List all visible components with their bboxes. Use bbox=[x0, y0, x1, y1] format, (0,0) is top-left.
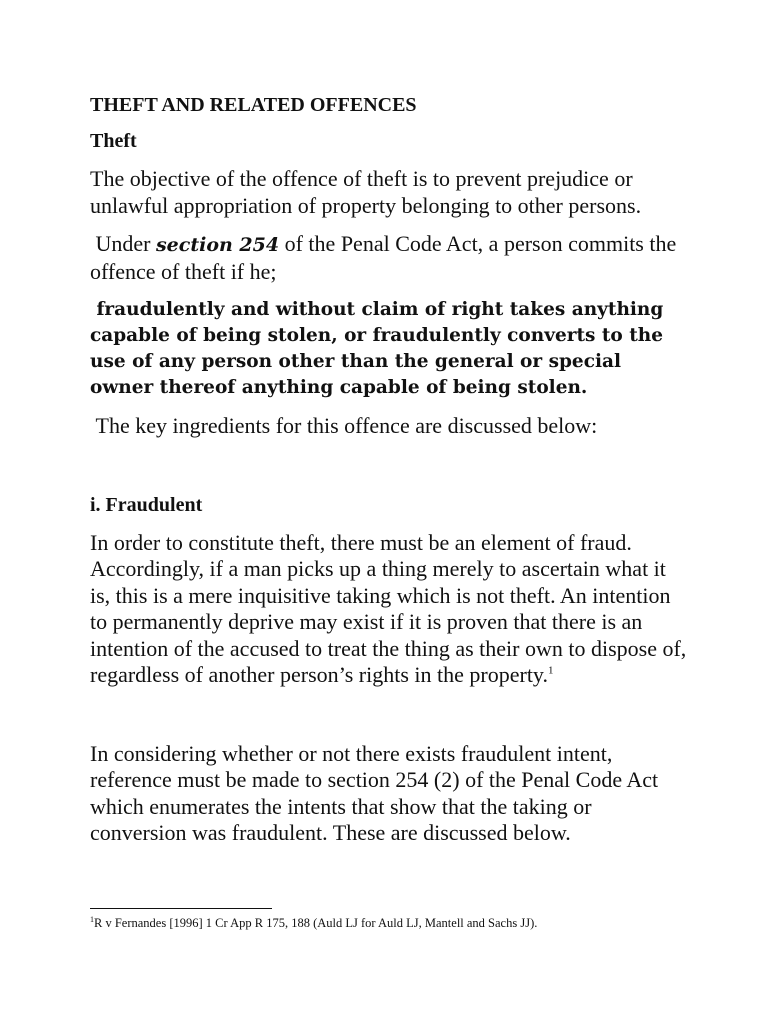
footnote bbox=[90, 915, 730, 931]
footnote-number: 1 bbox=[90, 914, 94, 924]
section-heading-theft: Theft bbox=[90, 130, 137, 152]
statute-text: fraudulently and without claim of right takes anything capable of being stolen, or fraudulently converts to the use of any person other than the general or special owner thereof anything capable of being stolen. bbox=[90, 299, 664, 398]
under-section-paragraph bbox=[90, 231, 690, 285]
document-body bbox=[90, 92, 690, 847]
intro-paragraph: The objective of the offence of theft is to prevent prejudice or unlawful appropriation of property belonging to other persons. bbox=[90, 166, 642, 218]
key-ingredients-paragraph bbox=[90, 413, 690, 440]
section-reference: section 254 bbox=[155, 234, 280, 256]
section-heading-fraudulent: i. Fraudulent bbox=[90, 493, 203, 516]
statute-quote bbox=[90, 297, 690, 401]
fraud-paragraph bbox=[90, 530, 690, 689]
fraud-paragraph-text: In order to constitute theft, there must be an element of fraud. Accordingly, if a man picks up a thing merely to ascertain what it is, this is a mere inquisitive taking which is not theft. An intention to permanently deprive may exist if it is proven that there is an intention of the accused to treat the thing as their own to dispose of, regardless of another person’s rights in the property. bbox=[90, 529, 687, 687]
footnote-divider bbox=[90, 908, 272, 909]
under-prefix: Under bbox=[95, 231, 156, 256]
footnote-text: R v Fernandes [1996] 1 Cr App R 175, 188 (Auld LJ for Auld LJ, Mantell and Sachs JJ). bbox=[94, 916, 538, 930]
intent-paragraph: In considering whether or not there exists fraudulent intent, reference must be made to section 254 (2) of the Penal Code Act which enumerates the intents that show that the taking or conversion was fraudulent. These are discussed below. bbox=[90, 740, 659, 845]
key-ingredients-text: The key ingredients for this offence are discussed below: bbox=[95, 413, 598, 438]
document-title: THEFT AND RELATED OFFENCES bbox=[90, 94, 417, 116]
footnote-marker[interactable]: 1 bbox=[548, 664, 554, 677]
under-suffix: of the Penal Code Act, a person commits the offence of theft if he; bbox=[90, 231, 677, 284]
